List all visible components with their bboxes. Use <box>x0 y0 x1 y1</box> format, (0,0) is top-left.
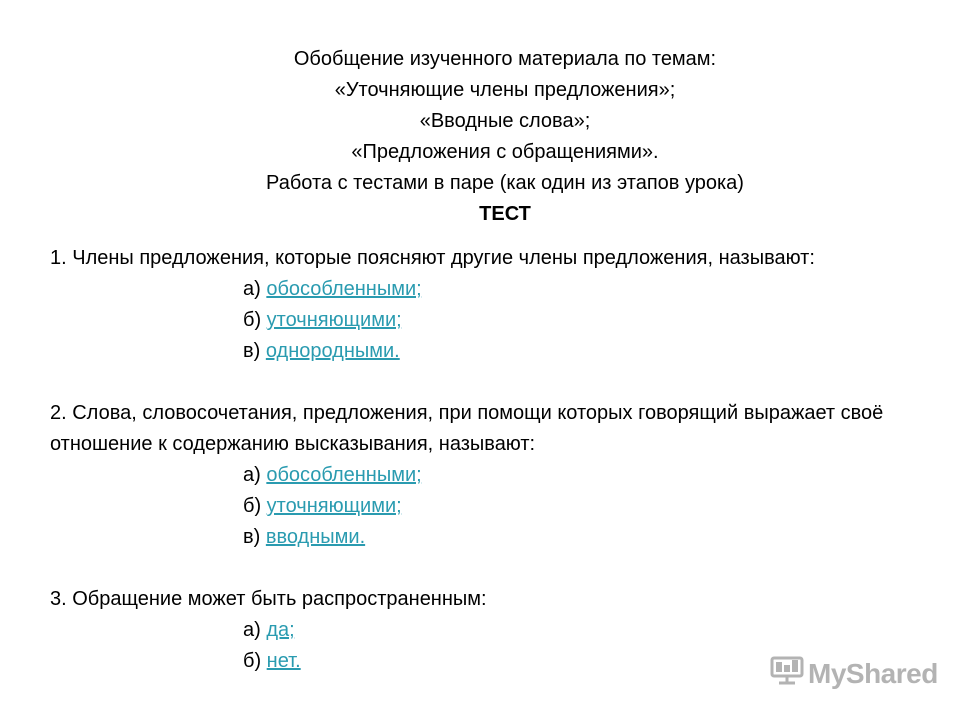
presentation-screen-icon <box>770 655 808 692</box>
header-line-4: «Предложения с обращениями». <box>351 141 659 163</box>
spacer <box>50 367 930 398</box>
header-line-2: «Уточняющие члены предложения»; <box>334 79 676 101</box>
slide-header <box>0 44 960 230</box>
header-line-3: «Вводные слова»; <box>419 110 591 132</box>
header-line-5: Работа с тестами в паре (как один из этапов урока) <box>266 172 744 194</box>
myshared-watermark <box>770 655 938 692</box>
test-content <box>50 243 930 677</box>
question-2-option-b <box>243 491 930 522</box>
header-line-1: Обобщение изученного материала по темам: <box>293 48 717 70</box>
option-prefix: а) <box>243 278 267 300</box>
option-link[interactable]: уточняющими; <box>266 309 402 331</box>
question-1-text: 1. Члены предложения, которые поясняют другие члены предложения, называют: <box>50 247 815 269</box>
question-1-option-c <box>243 336 930 367</box>
option-prefix: в) <box>243 526 266 548</box>
option-link[interactable]: да; <box>266 619 295 641</box>
question-3-text: 3. Обращение может быть распространенным: <box>50 588 487 610</box>
watermark-text: MyShared <box>808 657 938 689</box>
option-prefix: а) <box>243 464 267 486</box>
question-3-option-a <box>243 615 930 646</box>
test-title: ТЕСТ <box>479 203 531 225</box>
question-2-text: 2. Слова, словосочетания, предложения, при помощи которых говорящий выражает своё отношение к содержанию высказывания, называют: <box>50 402 884 455</box>
question-1-option-b <box>243 305 930 336</box>
option-link[interactable]: уточняющими; <box>266 495 402 517</box>
option-prefix: б) <box>243 650 267 672</box>
option-prefix: в) <box>243 340 266 362</box>
question-1-option-a <box>243 274 930 305</box>
option-link[interactable]: вводными. <box>265 526 366 548</box>
option-prefix: а) <box>243 619 267 641</box>
question-2-option-a <box>243 460 930 491</box>
option-link[interactable]: нет. <box>266 650 301 672</box>
option-link[interactable]: обособленными; <box>266 278 422 300</box>
spacer <box>50 553 930 584</box>
option-prefix: б) <box>243 495 267 517</box>
option-link[interactable]: однородными. <box>265 340 400 362</box>
option-prefix: б) <box>243 309 267 331</box>
option-link[interactable]: обособленными; <box>266 464 422 486</box>
question-2-option-c <box>243 522 930 553</box>
